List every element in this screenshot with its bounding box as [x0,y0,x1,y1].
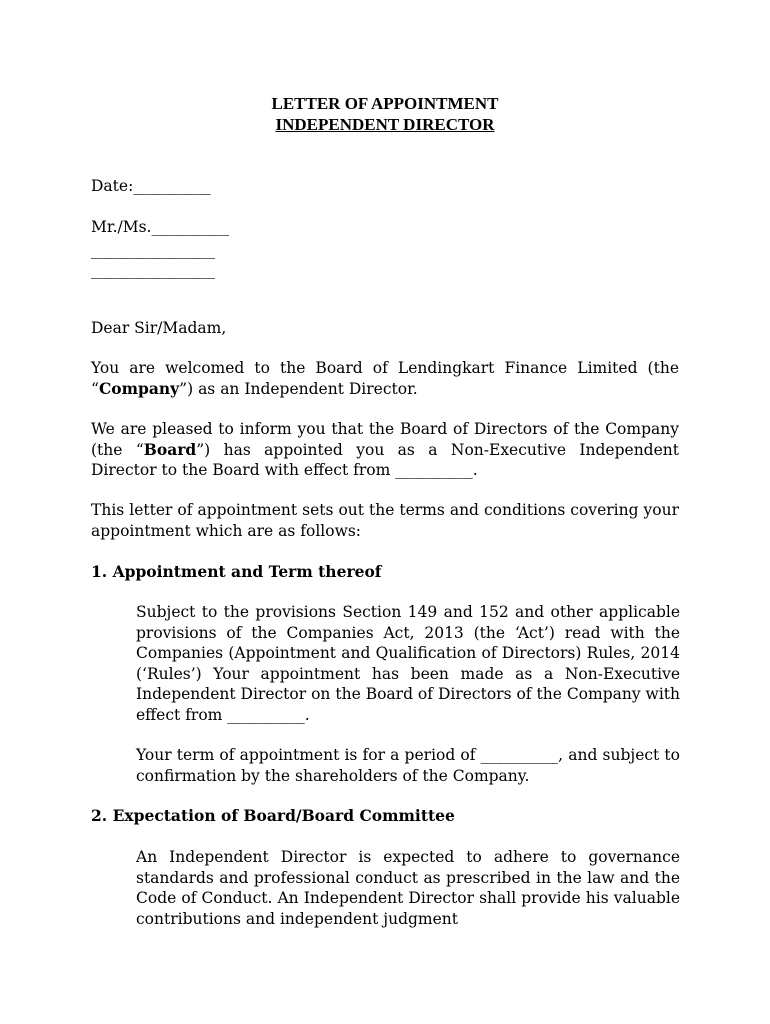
name-blank: __________ [151,218,229,236]
section-2-heading: 2. Expectation of Board/Board Committee [91,806,455,825]
intro-paragraph-2 [91,419,679,481]
section-1-paragraph-2: Your term of appointment is for a period of __________, and subject to confirmation by the shareholders of the Company. [136,746,680,785]
name-label: Mr./Ms. [91,218,152,236]
letter-subtitle: INDEPENDENT DIRECTOR [275,115,495,134]
date-field [91,176,211,197]
date-blank: __________ [133,177,211,195]
address-line-2: ________________ [91,261,215,279]
address-line-1: ________________ [91,241,215,259]
intro-p2-text-a: We are pleased to inform you that the Board of Directors of the Company (the “ [91,420,679,459]
section-1-paragraph-1: Subject to the provisions Section 149 and 152 and other applicable provisions of the Companies Act, 2013 (the ‘Act’) read with the Companies (Appointment and Qualification of Directors) Rules, 2014 (‘Rules’) Your appointment has been made as a Non-Executive Independent Director on the Board of Directors of the Company with effect from __________. [136,603,680,724]
board-term: Board [143,439,197,459]
section-1-heading: 1. Appointment and Term thereof [91,562,382,581]
date-label: Date: [91,177,134,195]
company-term: Company [98,378,180,398]
intro-p1-text-a: You are welcomed to the Board of Lendingkart Finance Limited (the “ [91,359,679,398]
section-2-paragraph-1: An Independent Director is expected to adhere to governance standards and professional conduct as prescribed in the law and the Code of Conduct. An Independent Director shall provide his valuable contributions and independent judgment [136,848,680,928]
intro-paragraph-3: This letter of appointment sets out the terms and conditions covering your appointment which are as follows: [91,501,679,540]
intro-paragraph-1 [91,358,679,399]
intro-p2-text-b: ”) has appointed you as a Non-Executive Independent Director to the Board with effect from __________. [91,440,679,479]
letter-title: LETTER OF APPOINTMENT [271,94,499,113]
name-field [91,217,229,238]
intro-p1-text-b: ”) as an Independent Director. [179,379,418,398]
salutation: Dear Sir/Madam, [91,319,227,337]
